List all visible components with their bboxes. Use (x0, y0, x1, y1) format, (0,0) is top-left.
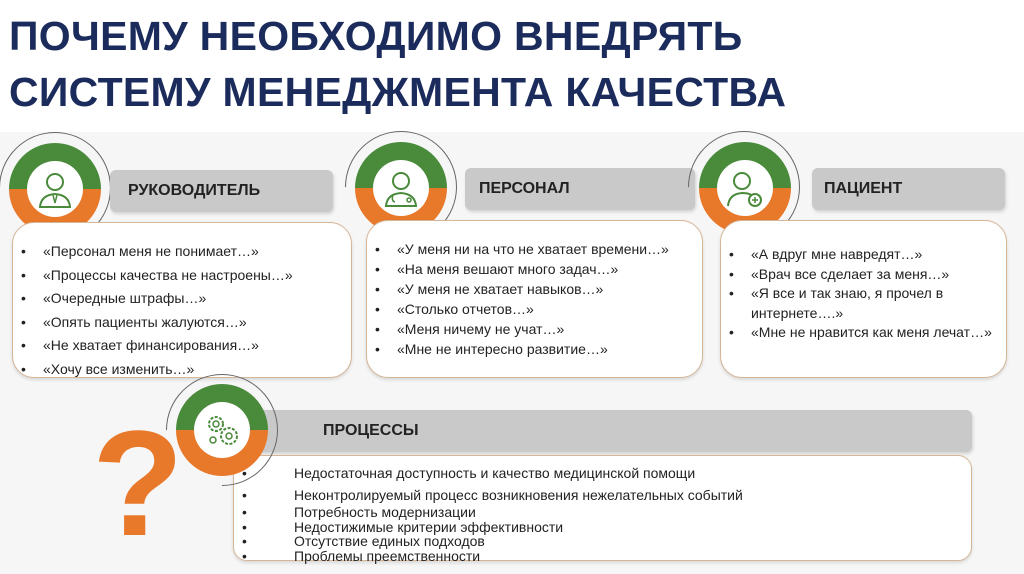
manager-icon (35, 169, 75, 209)
list-item: • «Опять пациенты жалуются…» (13, 311, 351, 335)
list-item: • Неконтролируемый процесс возникновения нежелательных событий (234, 485, 971, 505)
list-item: • Недостаточная доступность и качество медицинской помощи (234, 464, 971, 482)
doctor-icon (381, 168, 421, 208)
processes-box (233, 455, 972, 564)
list-item: • «У меня не хватает навыков…» (367, 279, 682, 299)
patient-icon (725, 168, 765, 208)
gears-icon (202, 410, 242, 450)
header-label: ПРОЦЕССЫ (323, 422, 419, 439)
list-item: • «Не хватает финансирования…» (13, 334, 351, 358)
header-label: ПАЦИЕНТ (824, 180, 903, 197)
list-item: • «Процессы качества не настроены…» (13, 264, 351, 288)
staff-box (366, 220, 703, 378)
patient-box (720, 220, 1007, 378)
list-item: • «Столько отчетов…» (367, 299, 682, 319)
list-item: • «Врач все сделает за меня…» (721, 265, 992, 285)
list-item: • Проблемы преемственности (234, 549, 971, 564)
list-item: • Потребность модернизации (234, 505, 971, 520)
question-mark: ? (92, 399, 184, 567)
list-item: • «Хочу все изменить…» (13, 358, 351, 382)
list-item: • «Меня ничему не учат…» (367, 319, 682, 339)
list-item: • «На меня вешают много задач…» (367, 259, 682, 279)
list-item: • «Мне не интересно развитие…» (367, 339, 682, 359)
slide-title (9, 8, 786, 120)
list-item: • Недостижимые критерии эффективности (234, 520, 971, 535)
header-processes (245, 410, 972, 452)
header-label: РУКОВОДИТЕЛЬ (128, 182, 261, 199)
header-manager (110, 170, 333, 212)
title-line-2: СИСТЕМУ МЕНЕДЖМЕНТА КАЧЕСТВА (9, 69, 787, 115)
manager-box (12, 222, 352, 378)
header-patient (812, 168, 1005, 210)
list-item: • «Очередные штрафы…» (13, 287, 351, 311)
list-item: • «У меня ни на что не хватает времени…» (367, 239, 682, 259)
processes-badge (176, 384, 268, 476)
title-line-1: ПОЧЕМУ НЕОБХОДИМО ВНЕДРЯТЬ (9, 13, 743, 59)
list-item: • «Персонал меня не понимает…» (13, 240, 351, 264)
list-item: • «Я все и так знаю, я прочел в интернете….» (721, 284, 992, 323)
list-item: • «Мне не нравится как меня лечат…» (721, 323, 992, 343)
list-item: • Отсутствие единых подходов (234, 534, 971, 549)
header-staff (465, 168, 695, 210)
list-item: • «А вдруг мне навредят…» (721, 245, 992, 265)
header-label: ПЕРСОНАЛ (479, 180, 570, 197)
